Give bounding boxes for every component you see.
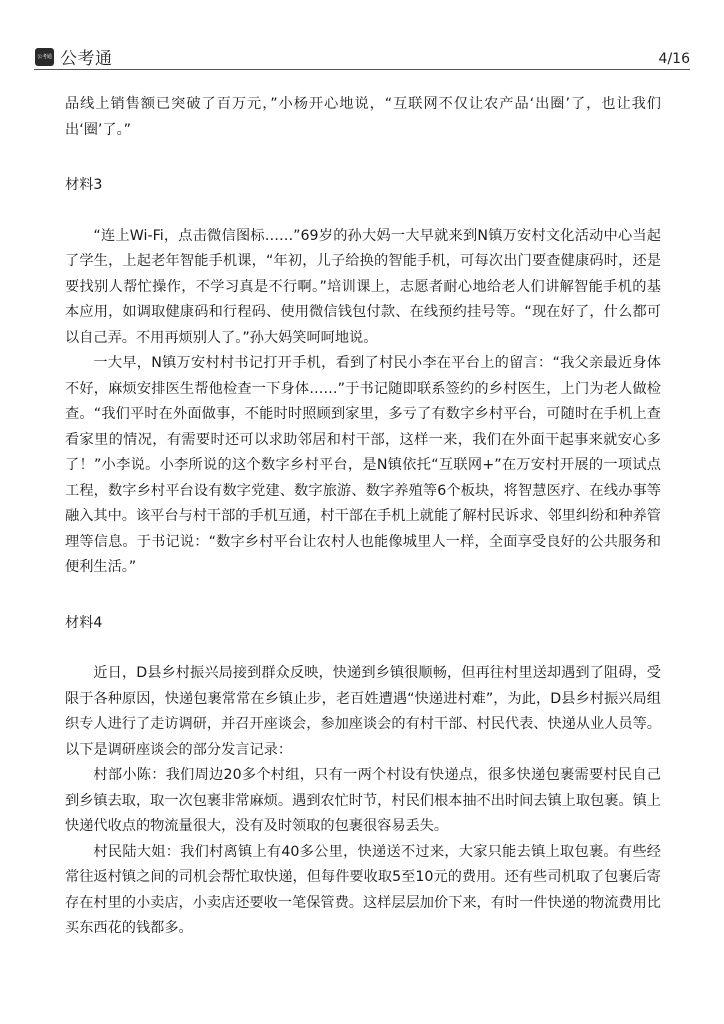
material-4-paragraph-1: 近日，D县乡村振兴局接到群众反映，快递到乡镇很顺畅，但再往村里送却遇到了阻碍，受限于各种原因，快递包裹常常在乡镇止步，老百姓遭遇“快递进村难”，为此，D县乡村振兴局组织专人进行了走访调研，并召开座谈会，参加座谈会的有村干部、村民代表、快递从业人员等。以下是调研座谈会的部分发言记录： xyxy=(65,665,661,758)
material-3-paragraph-2: 一大早，N镇万安村村书记打开手机，看到了村民小李在平台上的留言：“我父亲最近身体不好，麻烦安排医生帮他检查一下身体……”于书记随即联系签约的乡村医生，上门为老人做检查。“我们平时在外面做事，不能时时照顾到家里，多亏了有数字乡村平台，可随时在手机上查看家里的情况，有需要时还可以求助邻居和村干部，这样一来，我们在外面干起事来就安心多了！”小李说。小李所说的这个数字乡村平台，是N镇依托“互联网+”在万安村开展的一项试点工程，数字乡村平台设有数字党建、数字旅游、数字养殖等6个板块，将智慧医疗、在线办事等融入其中。该平台与村干部的手机互通，村干部在手机上就能了解村民诉求、邻里纠纷和种养管理等信息。于书记说：“数字乡村平台让农村人也能像城里人一样，全面享受良好的公共服务和便利生活。” xyxy=(65,355,661,575)
section-heading-material-4: 材料4 xyxy=(65,614,103,631)
page-header xyxy=(0,0,724,70)
material-4-paragraph-2: 村部小陈：我们周边20多个村组，只有一两个村设有快递点，很多快递包裹需要村民自己到乡镇去取，取一次包裹非常麻烦。遇到农忙时节，村民们根本抽不出时间去镇上取包裹。镇上快递代收点的物流量很大，没有及时领取的包裹很容易丢失。 xyxy=(65,767,661,834)
brand-logo xyxy=(35,44,113,69)
document-body xyxy=(65,92,661,942)
header-divider xyxy=(34,69,690,70)
material-4-paragraph-3: 村民陆大姐：我们村离镇上有40多公里，快递送不过来，大家只能去镇上取包裹。有些经常往返村镇之间的司机会帮忙取快递，但每件要收取5至10元的费用。还有些司机取了包裹后寄存在村里的小卖店，小卖店还要收一笔保管费。这样层层加价下来，有时一件快递的物流费用比买东西花的钱都多。 xyxy=(65,843,661,936)
page-number: 4/16 xyxy=(658,51,690,67)
paragraph-continuation: 品线上销售额已突破了百万元，”小杨开心地说，“互联网不仅让农产品‘出圈’了，也让我们出‘圈’了。” xyxy=(65,96,661,138)
brand-name: 公考通 xyxy=(60,49,113,69)
logo-icon: 公考通 xyxy=(35,48,54,66)
material-3-paragraph-1: “连上Wi-Fi，点击微信图标……”69岁的孙大妈一大早就来到N镇万安村文化活动中心当起了学生，上起老年智能手机课，“年初，儿子给换的智能手机，可每次出门要查健康码时，还是要找别人帮忙操作，不学习真是不行啊。”培训课上，志愿者耐心地给老人们讲解智能手机的基本应用，如调取健康码和行程码、使用微信钱包付款、在线预约挂号等。“现在好了，什么都可以自己弄。不用再烦别人了。”孙大妈笑呵呵地说。 xyxy=(65,227,661,346)
section-heading-material-3: 材料3 xyxy=(65,177,103,193)
